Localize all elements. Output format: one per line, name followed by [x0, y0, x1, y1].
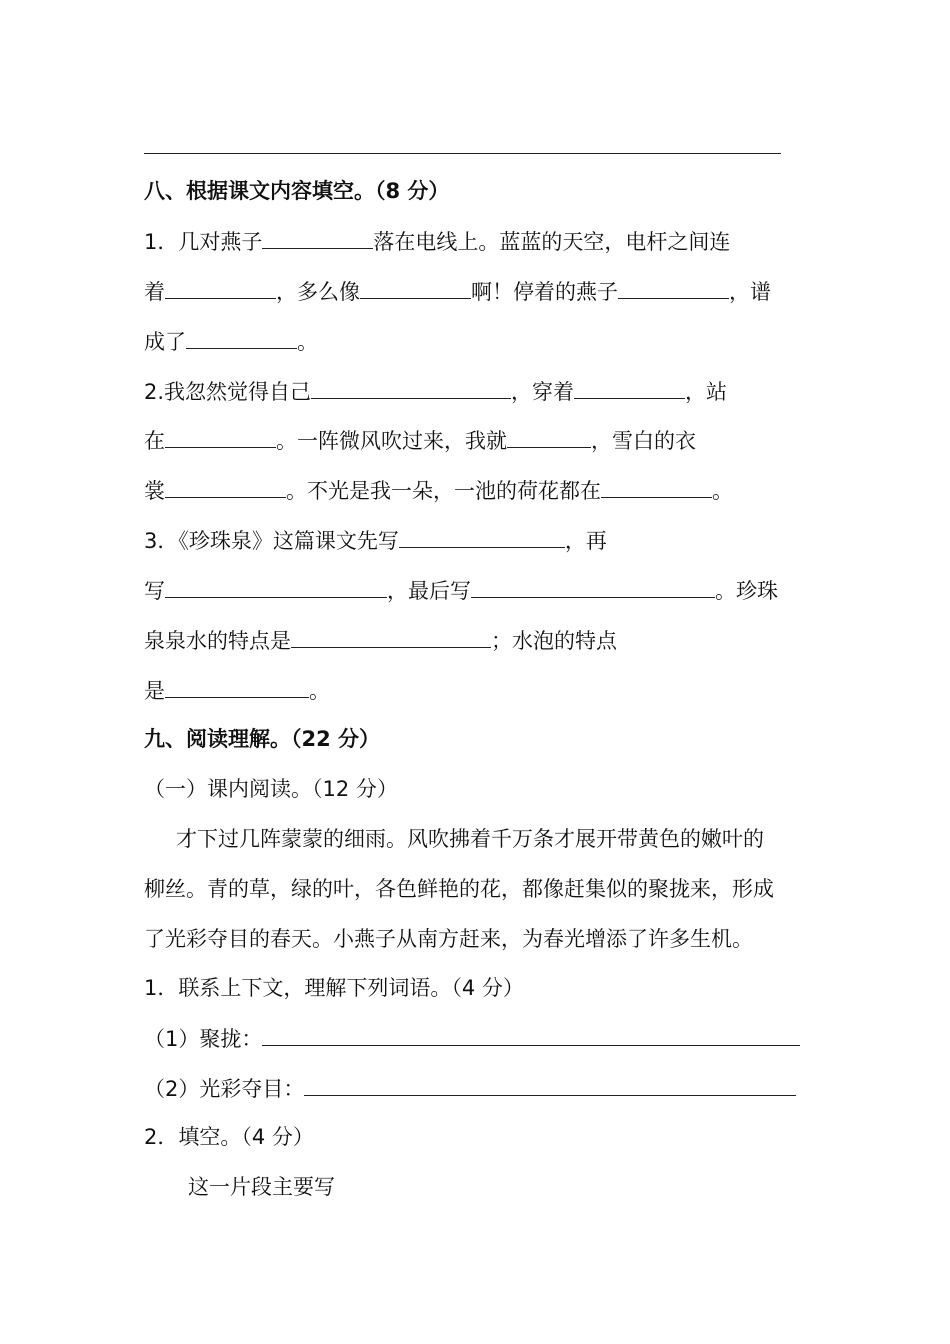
item2-label: （2）光彩夺目： — [144, 1077, 305, 1101]
q2-text-c: ，站 — [685, 380, 728, 404]
q1-blank-2[interactable] — [165, 274, 276, 299]
q1-text-a: 1．几对燕子 — [144, 230, 263, 254]
q2-blank-3[interactable] — [165, 423, 276, 448]
q3-blank-1[interactable] — [399, 523, 565, 548]
reading-q2-line1: 这一片段主要写 — [188, 1175, 335, 1199]
section8-title: 八、根据课文内容填空。（8 分） — [144, 179, 450, 203]
q3-text-a: 3．《珍珠泉》这篇课文先写 — [144, 529, 399, 553]
q3-text-i: 。 — [309, 679, 330, 703]
reading-q1-title: 1．联系上下文，理解下列词语。（4 分） — [144, 976, 524, 1000]
q1-line1 — [144, 224, 730, 258]
q3-blank-2[interactable] — [165, 573, 387, 598]
q3-text-d: ，最后写 — [387, 579, 471, 603]
q2-line2 — [144, 423, 696, 457]
q2-text-b: ，穿着 — [511, 380, 575, 404]
q2-blank-1[interactable] — [311, 374, 511, 399]
q1-line3 — [144, 324, 318, 358]
q1-blank-1[interactable] — [262, 224, 373, 249]
q3-line2 — [144, 573, 778, 607]
q3-blank-4[interactable] — [291, 623, 491, 648]
item2-answer-line[interactable] — [304, 1071, 796, 1096]
q1-text-e: 啊！停着的燕子 — [471, 280, 618, 304]
q3-text-b: ，再 — [564, 529, 607, 553]
q3-blank-3[interactable] — [471, 573, 715, 598]
q1-blank-3[interactable] — [360, 274, 471, 299]
q2-line1 — [144, 374, 727, 408]
q2-text-i: 。 — [712, 479, 733, 503]
q3-text-g: ；水泡的特点 — [491, 629, 617, 653]
q3-line1 — [144, 523, 607, 557]
q3-text-c: 写 — [144, 579, 165, 603]
q2-blank-5[interactable] — [165, 473, 286, 498]
q3-text-h: 是 — [144, 679, 165, 703]
top-rule — [144, 153, 781, 154]
q2-text-h: 。不光是我一朵，一池的荷花都在 — [286, 479, 601, 503]
item1-answer-line[interactable] — [262, 1021, 800, 1046]
q1-text-g: 成了 — [144, 330, 186, 354]
item1-label: （1）聚拢： — [144, 1027, 263, 1051]
q2-blank-6[interactable] — [601, 473, 712, 498]
q2-text-e: 。一阵微风吹过来，我就 — [276, 429, 507, 453]
q3-line4 — [144, 673, 330, 707]
q1-text-c: 着 — [144, 280, 165, 304]
q1-text-h: 。 — [297, 330, 318, 354]
q1-text-f: ，谱 — [729, 280, 771, 304]
q2-line3 — [144, 473, 733, 507]
q2-blank-4[interactable] — [507, 423, 591, 448]
q2-text-f: ，雪白的衣 — [591, 429, 696, 453]
reading-q1-item2 — [144, 1071, 796, 1105]
passage-line-3: 了光彩夺目的春天。小燕子从南方赶来，为春光增添了许多生机。 — [144, 927, 753, 951]
q1-blank-4[interactable] — [618, 274, 729, 299]
q2-text-g: 裳 — [144, 479, 165, 503]
q1-text-d: ，多么像 — [276, 280, 360, 304]
reading-q1-item1 — [144, 1021, 800, 1055]
q1-blank-5[interactable] — [186, 324, 297, 349]
q2-text-d: 在 — [144, 429, 165, 453]
q3-blank-5[interactable] — [165, 673, 309, 698]
q3-text-f: 泉泉水的特点是 — [144, 629, 291, 653]
q2-blank-2[interactable] — [574, 374, 685, 399]
q1-text-b: 落在电线上。蓝蓝的天空，电杆之间连 — [373, 230, 731, 254]
passage-line-1: 才下过几阵蒙蒙的细雨。风吹拂着千万条才展开带黄色的嫩叶的 — [176, 827, 764, 851]
q1-line2 — [144, 274, 771, 308]
q3-text-e: 。珍珠 — [715, 579, 778, 603]
reading-q2-title: 2．填空。（4 分） — [144, 1125, 314, 1149]
q3-line3 — [144, 623, 617, 657]
q2-text-a: 2.我忽然觉得自己 — [144, 380, 312, 404]
section9-subtitle: （一）课内阅读。（12 分） — [144, 777, 398, 801]
section9-title: 九、阅读理解。（22 分） — [144, 727, 381, 751]
passage-line-2: 柳丝。青的草，绿的叶，各色鲜艳的花，都像赶集似的聚拢来，形成 — [144, 877, 774, 901]
